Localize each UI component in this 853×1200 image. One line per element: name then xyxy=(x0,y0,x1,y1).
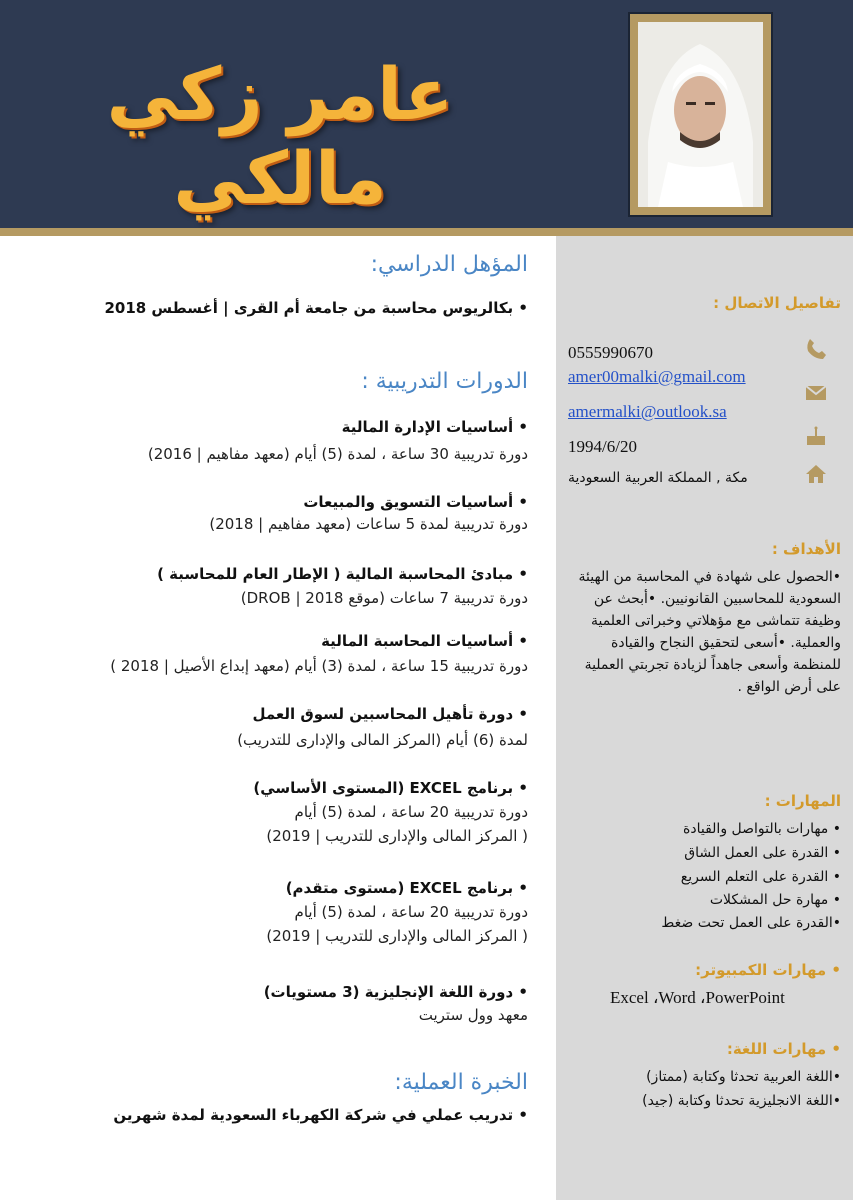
skill-item: • القدرة على التعلم السريع xyxy=(680,869,841,885)
education-title: المؤهل الدراسي: xyxy=(370,252,528,277)
course-detail: دورة تدريبية 7 ساعات (موقع DROB | 2018) xyxy=(240,589,528,607)
experience-item: • تدريب عملي في شركة الكهرباء السعودية لمدة شهرين xyxy=(113,1106,528,1124)
language-item: •اللغة العربية تحدثا وكتابة (ممتاز) xyxy=(646,1069,841,1085)
course-name: • مبادئ المحاسبة المالية ( الإطار العام للمحاسبة ) xyxy=(157,565,528,583)
course-name: • دورة اللغة الإنجليزية (3 مستويات) xyxy=(263,983,528,1001)
course-name: • دورة تأهيل المحاسبين لسوق العمل xyxy=(252,705,528,723)
language-item: •اللغة الانجليزية تحدثا وكتابة (جيد) xyxy=(642,1093,841,1109)
skills-title: المهارات : xyxy=(764,792,841,810)
course-detail: معهد وول ستريت xyxy=(418,1006,528,1024)
experience-title: الخبرة العملية: xyxy=(394,1070,528,1095)
phone-icon xyxy=(804,337,828,361)
main-column xyxy=(0,236,556,1200)
profile-photo-frame xyxy=(628,12,773,217)
person-silhouette-icon xyxy=(638,22,763,207)
course-detail: دورة تدريبية 20 ساعة ، لمدة (5) أيام xyxy=(294,903,528,921)
course-detail: دورة تدريبية 20 ساعة ، لمدة (5) أيام xyxy=(294,803,528,821)
contact-title: تفاصيل الاتصال : xyxy=(713,294,841,312)
course-detail: دورة تدريبية 15 ساعة ، لمدة (3) أيام (معهد إبداع الأصيل | 2018 ) xyxy=(110,657,528,675)
birth-date: 1994/6/20 xyxy=(568,437,637,456)
language-skills-title: • مهارات اللغة: xyxy=(726,1040,841,1058)
email-primary[interactable]: amer00malki@gmail.com xyxy=(568,367,746,386)
goals-text: •الحصول على شهادة في المحاسبة من الهيئة السعودية للمحاسبين القانونيين. •أبحث عن وظيفة تتماشى مع مؤهلاتي وخبراتى العلمية والعملية. •أسعى لتحقيق النجاح والقيادة للمنظمة وأسعى جاهداً لزيادة تجربتي العملية على أرض الواقع . xyxy=(578,569,841,695)
course-name: • أساسيات المحاسبة المالية xyxy=(321,632,528,650)
course-detail: ( المركز المالى والإدارى للتدريب | 2019) xyxy=(266,927,528,945)
skill-item: • القدرة على العمل الشاق xyxy=(684,845,841,861)
course-detail: لمدة (6) أيام (المركز المالى والإدارى للتدريب) xyxy=(237,731,528,749)
course-detail: دورة تدريبية 30 ساعة ، لمدة (5) أيام (معهد مفاهيم | 2016) xyxy=(147,445,528,463)
skill-item: • مهارة حل المشكلات xyxy=(709,892,841,908)
candidate-name: عامر زكي مالكي xyxy=(106,52,454,220)
education-item: • بكالريوس محاسبة من جامعة أم القرى | أغسطس 2018 xyxy=(104,299,528,317)
course-name: • أساسيات التسويق والمبيعات xyxy=(303,493,528,511)
home-icon xyxy=(804,462,828,486)
goals-title: الأهداف : xyxy=(771,540,841,558)
mail-icon xyxy=(804,381,828,405)
skill-item: • مهارات بالتواصل والقيادة xyxy=(683,821,841,837)
address: مكة , المملكة العربية السعودية xyxy=(568,470,748,486)
birthday-cake-icon xyxy=(804,424,828,448)
header-banner xyxy=(0,0,853,228)
phone-number: 0555990670 xyxy=(568,343,653,362)
course-name: • برنامج EXCEL (المستوى الأساسي) xyxy=(253,779,528,797)
email-secondary[interactable]: amermalki@outlook.sa xyxy=(568,402,727,421)
skill-item: •القدرة على العمل تحت ضغط xyxy=(661,915,841,931)
computer-skills-text: Excel ،Word ،PowerPoint xyxy=(610,988,785,1007)
course-detail: ( المركز المالى والإدارى للتدريب | 2019) xyxy=(266,827,528,845)
header-divider xyxy=(0,228,853,236)
profile-photo xyxy=(638,22,763,207)
courses-title: الدورات التدريبية : xyxy=(361,369,528,394)
computer-skills-title: • مهارات الكمبيوتر: xyxy=(695,961,841,979)
course-detail: دورة تدريبية لمدة 5 ساعات (معهد مفاهيم | 2018) xyxy=(209,515,528,533)
course-name: • أساسيات الإدارة المالية xyxy=(341,418,528,436)
course-name: • برنامج EXCEL (مستوى متقدم) xyxy=(285,879,528,897)
